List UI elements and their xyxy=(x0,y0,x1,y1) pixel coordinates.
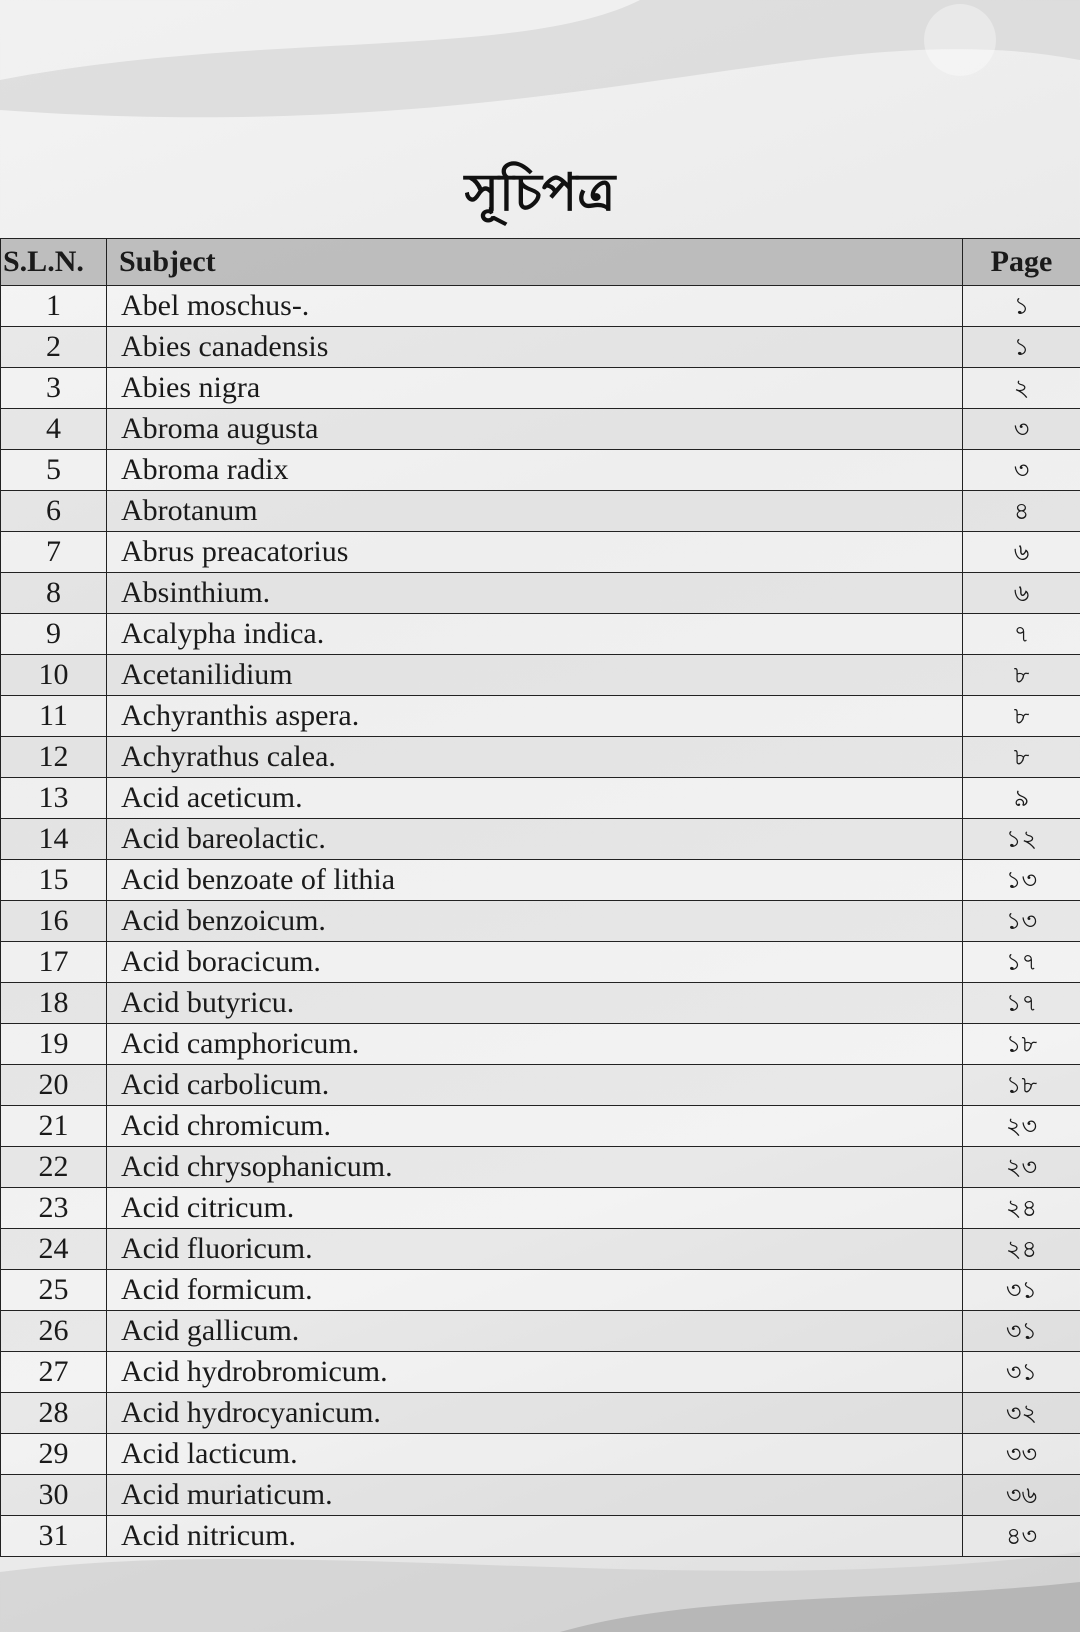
row-page: ৪ xyxy=(963,491,1080,532)
row-sln: 26 xyxy=(1,1311,107,1352)
page-title: সূচিপত্র xyxy=(464,163,616,223)
table-row xyxy=(1,860,1080,901)
row-page: ১৮ xyxy=(963,1065,1080,1106)
row-sln: 8 xyxy=(1,573,107,614)
row-sln: 25 xyxy=(1,1270,107,1311)
row-page: ৮ xyxy=(963,655,1080,696)
row-page: ২৩ xyxy=(963,1106,1080,1147)
table-row xyxy=(1,1188,1080,1229)
row-subject: Acid benzoicum. xyxy=(107,901,963,942)
table-body xyxy=(1,286,1080,1557)
row-page: ৯ xyxy=(963,778,1080,819)
row-sln: 21 xyxy=(1,1106,107,1147)
row-subject: Acid camphoricum. xyxy=(107,1024,963,1065)
table-row xyxy=(1,1475,1080,1516)
row-subject: Abroma augusta xyxy=(107,409,963,450)
row-subject: Acid boracicum. xyxy=(107,942,963,983)
row-sln: 12 xyxy=(1,737,107,778)
row-subject: Acid chromicum. xyxy=(107,1106,963,1147)
row-subject: Acid carbolicum. xyxy=(107,1065,963,1106)
row-sln: 4 xyxy=(1,409,107,450)
row-subject: Acid fluoricum. xyxy=(107,1229,963,1270)
row-sln: 5 xyxy=(1,450,107,491)
table-row xyxy=(1,1065,1080,1106)
table-row xyxy=(1,614,1080,655)
table-row xyxy=(1,1393,1080,1434)
row-page: ১৩ xyxy=(963,901,1080,942)
row-sln: 6 xyxy=(1,491,107,532)
row-sln: 14 xyxy=(1,819,107,860)
row-subject: Acid hydrobromicum. xyxy=(107,1352,963,1393)
header-sln: S.L.N. xyxy=(1,239,107,286)
row-sln: 18 xyxy=(1,983,107,1024)
row-page: ১২ xyxy=(963,819,1080,860)
table-row xyxy=(1,368,1080,409)
row-page: ৮ xyxy=(963,696,1080,737)
table-row xyxy=(1,1270,1080,1311)
row-sln: 29 xyxy=(1,1434,107,1475)
header-page: Page xyxy=(963,239,1080,286)
table-row xyxy=(1,819,1080,860)
table-row xyxy=(1,1024,1080,1065)
row-sln: 24 xyxy=(1,1229,107,1270)
table-row xyxy=(1,1516,1080,1557)
table-row xyxy=(1,1147,1080,1188)
row-subject: Acid gallicum. xyxy=(107,1311,963,1352)
row-page: ১ xyxy=(963,286,1080,327)
row-sln: 1 xyxy=(1,286,107,327)
table-of-contents xyxy=(0,238,1080,1557)
table-row xyxy=(1,1352,1080,1393)
table-row xyxy=(1,655,1080,696)
row-page: ২ xyxy=(963,368,1080,409)
row-subject: Abrus preacatorius xyxy=(107,532,963,573)
row-page: ৩১ xyxy=(963,1270,1080,1311)
row-sln: 19 xyxy=(1,1024,107,1065)
table-row xyxy=(1,737,1080,778)
row-page: ১৮ xyxy=(963,1024,1080,1065)
row-subject: Acid muriaticum. xyxy=(107,1475,963,1516)
row-subject: Acid bareolactic. xyxy=(107,819,963,860)
row-sln: 13 xyxy=(1,778,107,819)
row-page: ৩২ xyxy=(963,1393,1080,1434)
table-row xyxy=(1,1106,1080,1147)
row-sln: 23 xyxy=(1,1188,107,1229)
row-page: ৩ xyxy=(963,409,1080,450)
row-subject: Absinthium. xyxy=(107,573,963,614)
table-row xyxy=(1,532,1080,573)
row-sln: 22 xyxy=(1,1147,107,1188)
row-subject: Acid benzoate of lithia xyxy=(107,860,963,901)
table-row xyxy=(1,286,1080,327)
table-row xyxy=(1,901,1080,942)
table-row xyxy=(1,573,1080,614)
row-subject: Acid lacticum. xyxy=(107,1434,963,1475)
row-sln: 27 xyxy=(1,1352,107,1393)
row-sln: 11 xyxy=(1,696,107,737)
row-subject: Achyrathus calea. xyxy=(107,737,963,778)
row-subject: Achyranthis aspera. xyxy=(107,696,963,737)
table-row xyxy=(1,1434,1080,1475)
row-subject: Abies nigra xyxy=(107,368,963,409)
row-page: ৩১ xyxy=(963,1352,1080,1393)
row-subject: Abrotanum xyxy=(107,491,963,532)
row-subject: Acid hydrocyanicum. xyxy=(107,1393,963,1434)
row-page: ১৭ xyxy=(963,942,1080,983)
row-page: ৬ xyxy=(963,573,1080,614)
row-sln: 15 xyxy=(1,860,107,901)
table-header-row xyxy=(1,239,1080,286)
row-page: ৩ xyxy=(963,450,1080,491)
row-subject: Abies canadensis xyxy=(107,327,963,368)
table-row xyxy=(1,696,1080,737)
row-subject: Abroma radix xyxy=(107,450,963,491)
row-sln: 31 xyxy=(1,1516,107,1557)
row-page: ১ xyxy=(963,327,1080,368)
row-subject: Acid chrysophanicum. xyxy=(107,1147,963,1188)
row-sln: 9 xyxy=(1,614,107,655)
row-subject: Acalypha indica. xyxy=(107,614,963,655)
row-page: ৭ xyxy=(963,614,1080,655)
row-page: ২৪ xyxy=(963,1188,1080,1229)
row-sln: 20 xyxy=(1,1065,107,1106)
table-row xyxy=(1,327,1080,368)
table-row xyxy=(1,983,1080,1024)
row-sln: 3 xyxy=(1,368,107,409)
table-row xyxy=(1,450,1080,491)
row-subject: Acid citricum. xyxy=(107,1188,963,1229)
row-sln: 17 xyxy=(1,942,107,983)
row-page: ৩১ xyxy=(963,1311,1080,1352)
table-row xyxy=(1,778,1080,819)
row-sln: 16 xyxy=(1,901,107,942)
row-page: ৮ xyxy=(963,737,1080,778)
row-sln: 7 xyxy=(1,532,107,573)
table-row xyxy=(1,409,1080,450)
row-subject: Acetanilidium xyxy=(107,655,963,696)
row-page: ৪৩ xyxy=(963,1516,1080,1557)
table-row xyxy=(1,1229,1080,1270)
row-page: ১৩ xyxy=(963,860,1080,901)
row-page: ৩৩ xyxy=(963,1434,1080,1475)
row-page: ৬ xyxy=(963,532,1080,573)
row-sln: 10 xyxy=(1,655,107,696)
row-page: ১৭ xyxy=(963,983,1080,1024)
table-row xyxy=(1,1311,1080,1352)
header-subject: Subject xyxy=(107,239,963,286)
table-row xyxy=(1,491,1080,532)
row-page: ৩৬ xyxy=(963,1475,1080,1516)
row-sln: 30 xyxy=(1,1475,107,1516)
row-subject: Acid aceticum. xyxy=(107,778,963,819)
row-sln: 28 xyxy=(1,1393,107,1434)
row-page: ২৩ xyxy=(963,1147,1080,1188)
row-subject: Acid butyricu. xyxy=(107,983,963,1024)
row-subject: Acid formicum. xyxy=(107,1270,963,1311)
row-sln: 2 xyxy=(1,327,107,368)
row-subject: Acid nitricum. xyxy=(107,1516,963,1557)
table-row xyxy=(1,942,1080,983)
row-subject: Abel moschus-. xyxy=(107,286,963,327)
row-page: ২৪ xyxy=(963,1229,1080,1270)
